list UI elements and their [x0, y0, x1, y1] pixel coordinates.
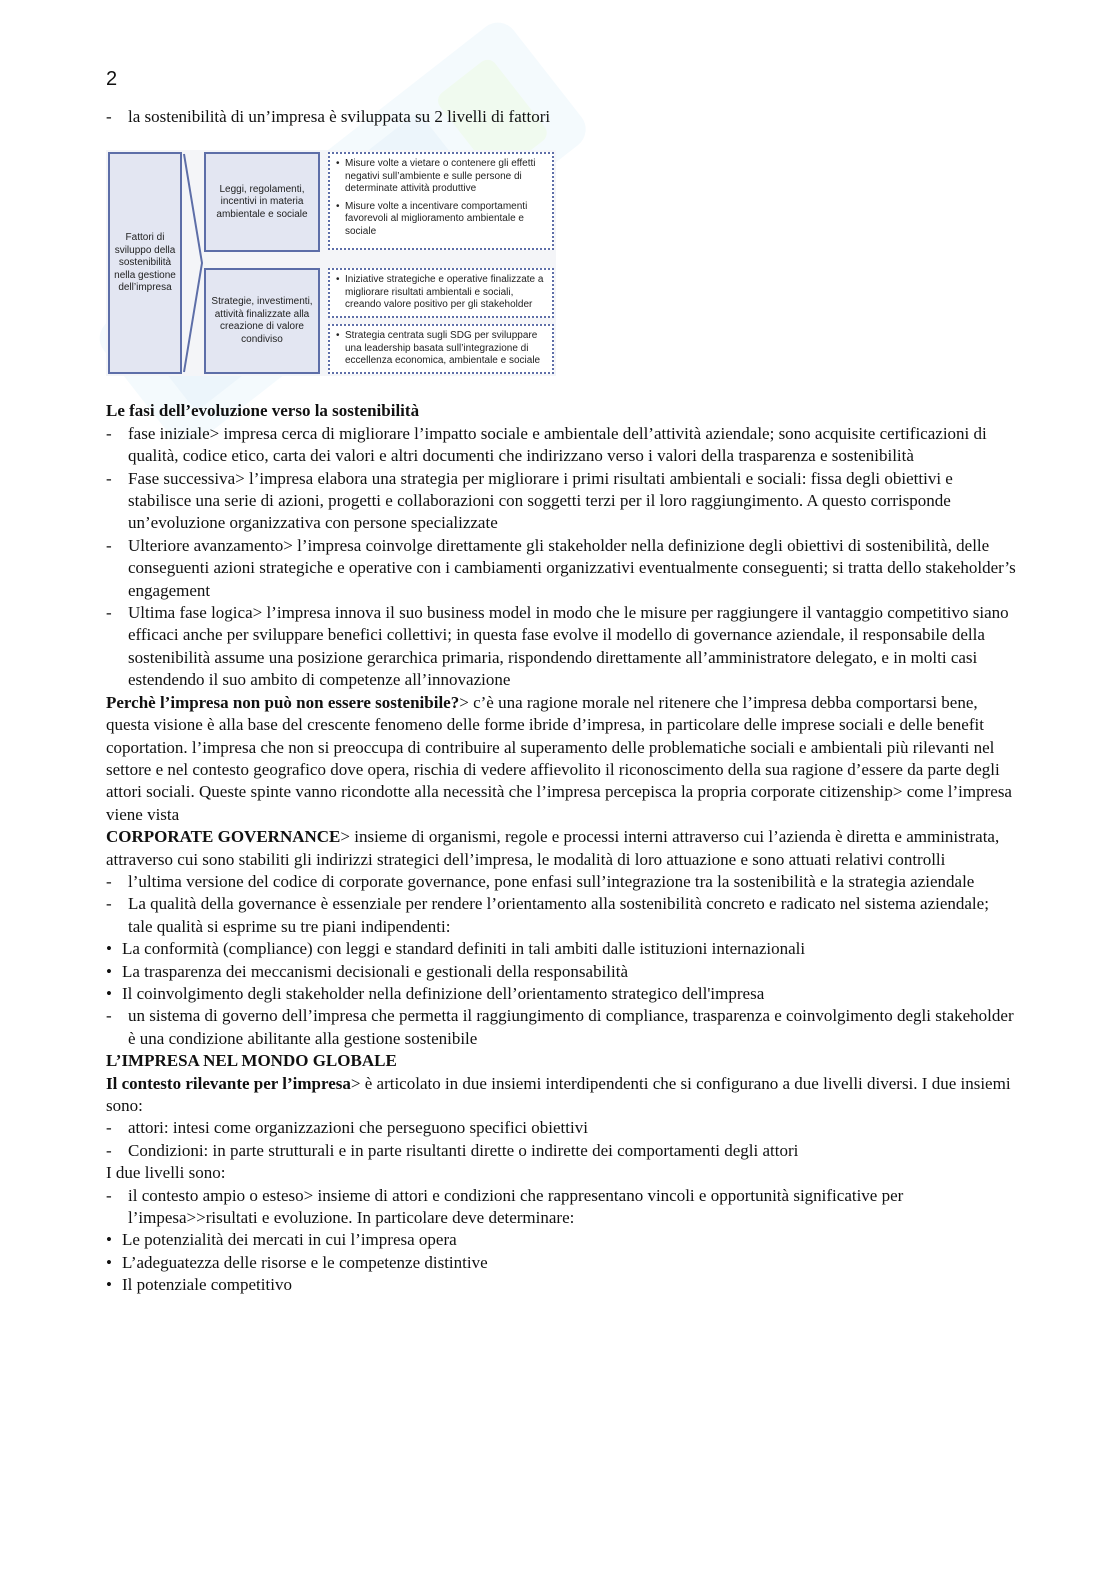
governance-bullet: • Il coinvolgimento degli stakeholder nella definizione dell’orientamento strategico dell'impresa: [106, 983, 1016, 1005]
global-heading: L’IMPRESA NEL MONDO GLOBALE: [106, 1051, 397, 1071]
why-text: > c’è una ragione morale nel ritenere che l’impresa debba comportarsi bene, questa visione è alla base del crescente fenomeno delle forme ibride d’impresa, in particolare delle imprese sociali e delle benefit coportation. l’impresa che non si preoccupa di contribuire al superamento delle problematiche sociali e ambientali più rilevanti nel settore e nel contesto geografico dove opera, rischia di vedere affievolito il riconoscimento della sua ragione d’essere da parte degli attori sociali. Queste spinte vanno ricondotte alla necessità che l’impresa percepisca la propria corporate citizenship> come l’impresa viene vista: [106, 692, 1012, 824]
phases-heading: Le fasi dell’evoluzione verso la sostenibilità: [106, 401, 420, 421]
page-number: 2: [106, 68, 118, 90]
governance-bullet: • La conformità (compliance) con leggi e standard definiti in tali ambiti dalle istituzioni internazionali: [106, 938, 1016, 960]
governance-dash-item: - l’ultima versione del codice di corporate governance, pone enfasi sull’integrazione tra la sostenibilità e la strategia aziendale: [106, 871, 1016, 893]
sustainability-factors-diagram: [106, 150, 556, 376]
level-bullet: • Il potenziale competitivo: [106, 1274, 1016, 1296]
phase-item: - fase iniziale> impresa cerca di migliorare l’impatto sociale e ambientale dell’attività aziendale; sono acquisite certificazioni di qualità, codice etico, carta dei valori e altri documenti che indirizzano verso i valori della trasparenza e sostenibilità: [106, 423, 1016, 468]
diagram-branch-arrow: [182, 152, 204, 374]
diagram-initiative-item: • Iniziative strategiche e operative finalizzate a migliorare risultati ambientali e sociali, creando valore positivo per gli stakeholder: [336, 274, 546, 312]
governance-text: > insieme di organismi, regole e processi interni attraverso cui l’azienda è diretta e amministrata, attraverso cui sono stabiliti gli indirizzi strategici dell’impresa, le modalità di loro attuazione e sono attuati relativi controlli: [106, 827, 1000, 869]
diagram-sdg-item: • Strategia centrata sugli SDG per sviluppare una leadership basata sull’integrazione di eccellenza economica, ambientale e sociale: [336, 330, 546, 368]
phase-item: - Ultima fase logica> l’impresa innova il suo business model in modo che le misure per raggiungere il vantaggio competitivo siano efficaci anche per sviluppare benefici collettivi; in questa fase evolve il modello di governance aziendale, il responsabile della sostenibilità assume una posizione gerarchica primaria, rispondendo direttamente all’amministratore delegato, e in molti casi estendendo il suo ambito di competenze all’innovazione: [106, 602, 1016, 692]
context-title: Il contesto rilevante per l’impresa: [106, 1073, 351, 1093]
diagram-laws-measures: [328, 152, 554, 250]
context-text: > è articolato in due insiemi interdipendenti che si configurano a due livelli diversi. I due insiemi sono:: [106, 1073, 1011, 1115]
level-item: - il contesto ampio o esteso> insieme di attori e condizioni che rappresentano vincoli e opportunità significative per l’impesa>>risultati e evoluzione. In particolare deve determinare:: [106, 1185, 1016, 1230]
diagram-measure-item: • Misure volte a vietare o contenere gli effetti negativi sull’ambiente e sulle persone di determinate attività produttive: [336, 158, 546, 196]
governance-dash-item: - La qualità della governance è essenziale per rendere l’orientamento alla sostenibilità concreto e radicato nel sistema aziendale; tale qualità si esprime su tre piani indipendenti:: [106, 893, 1016, 938]
diagram-sdg-strategy: [328, 324, 554, 374]
governance-bullet: • La trasparenza dei meccanismi decisionali e gestionali della responsabilità: [106, 961, 1016, 983]
diagram-box-strategies: Strategie, investimenti, attività finalizzate alla creazione di valore condiviso: [204, 268, 320, 374]
diagram-box-laws: Leggi, regolamenti, incentivi in materia ambientale e sociale: [204, 152, 320, 252]
diagram-root-box: Fattori di sviluppo della sostenibilità nella gestione dell’impresa: [108, 152, 182, 374]
level-bullet: • Le potenzialità dei mercati in cui l’impresa opera: [106, 1229, 1016, 1251]
intro-line: - la sostenibilità di un’impresa è sviluppata su 2 livelli di fattori: [106, 106, 1016, 128]
why-paragraph: [106, 692, 1016, 826]
page-content: [106, 106, 1016, 1297]
phase-item: - Fase successiva> l’impresa elabora una strategia per migliorare i primi risultati ambientali e sociali: fissa degli obiettivi e stabilisce una serie di azioni, progetti e collaborazioni con soggetti terzi per il loro raggiungimento. A questo corrisponde un’evoluzione organizzativa con persone specializzate: [106, 468, 1016, 535]
context-set-item: - Condizioni: in parte strutturali e in parte risultanti dirette o indirette dei comportamenti degli attori: [106, 1140, 1016, 1162]
level-bullet: • L’adeguatezza delle risorse e le competenze distintive: [106, 1252, 1016, 1274]
governance-paragraph: [106, 826, 1016, 871]
governance-dash-item: - un sistema di governo dell’impresa che permetta il raggiungimento di compliance, trasparenza e coinvolgimento degli stakeholder è una condizione abilitante alla gestione sostenibile: [106, 1005, 1016, 1050]
why-question: Perchè l’impresa non può non essere sostenibile?: [106, 692, 460, 712]
governance-title: CORPORATE GOVERNANCE: [106, 827, 341, 847]
levels-intro: I due livelli sono:: [106, 1163, 226, 1183]
context-paragraph: [106, 1073, 1016, 1118]
diagram-measure-item: • Misure volte a incentivare comportamenti favorevoli al miglioramento ambientale e sociale: [336, 201, 546, 239]
context-set-item: - attori: intesi come organizzazioni che perseguono specifici obiettivi: [106, 1117, 1016, 1139]
phase-item: - Ulteriore avanzamento> l’impresa coinvolge direttamente gli stakeholder nella definizione degli obiettivi di sostenibilità, delle conseguenti azioni strategiche e operative con i cambiamenti organizzativi eventualmente conseguenti; si tratta dello stakeholder’s engagement: [106, 535, 1016, 602]
diagram-strategic-initiatives: [328, 268, 554, 318]
